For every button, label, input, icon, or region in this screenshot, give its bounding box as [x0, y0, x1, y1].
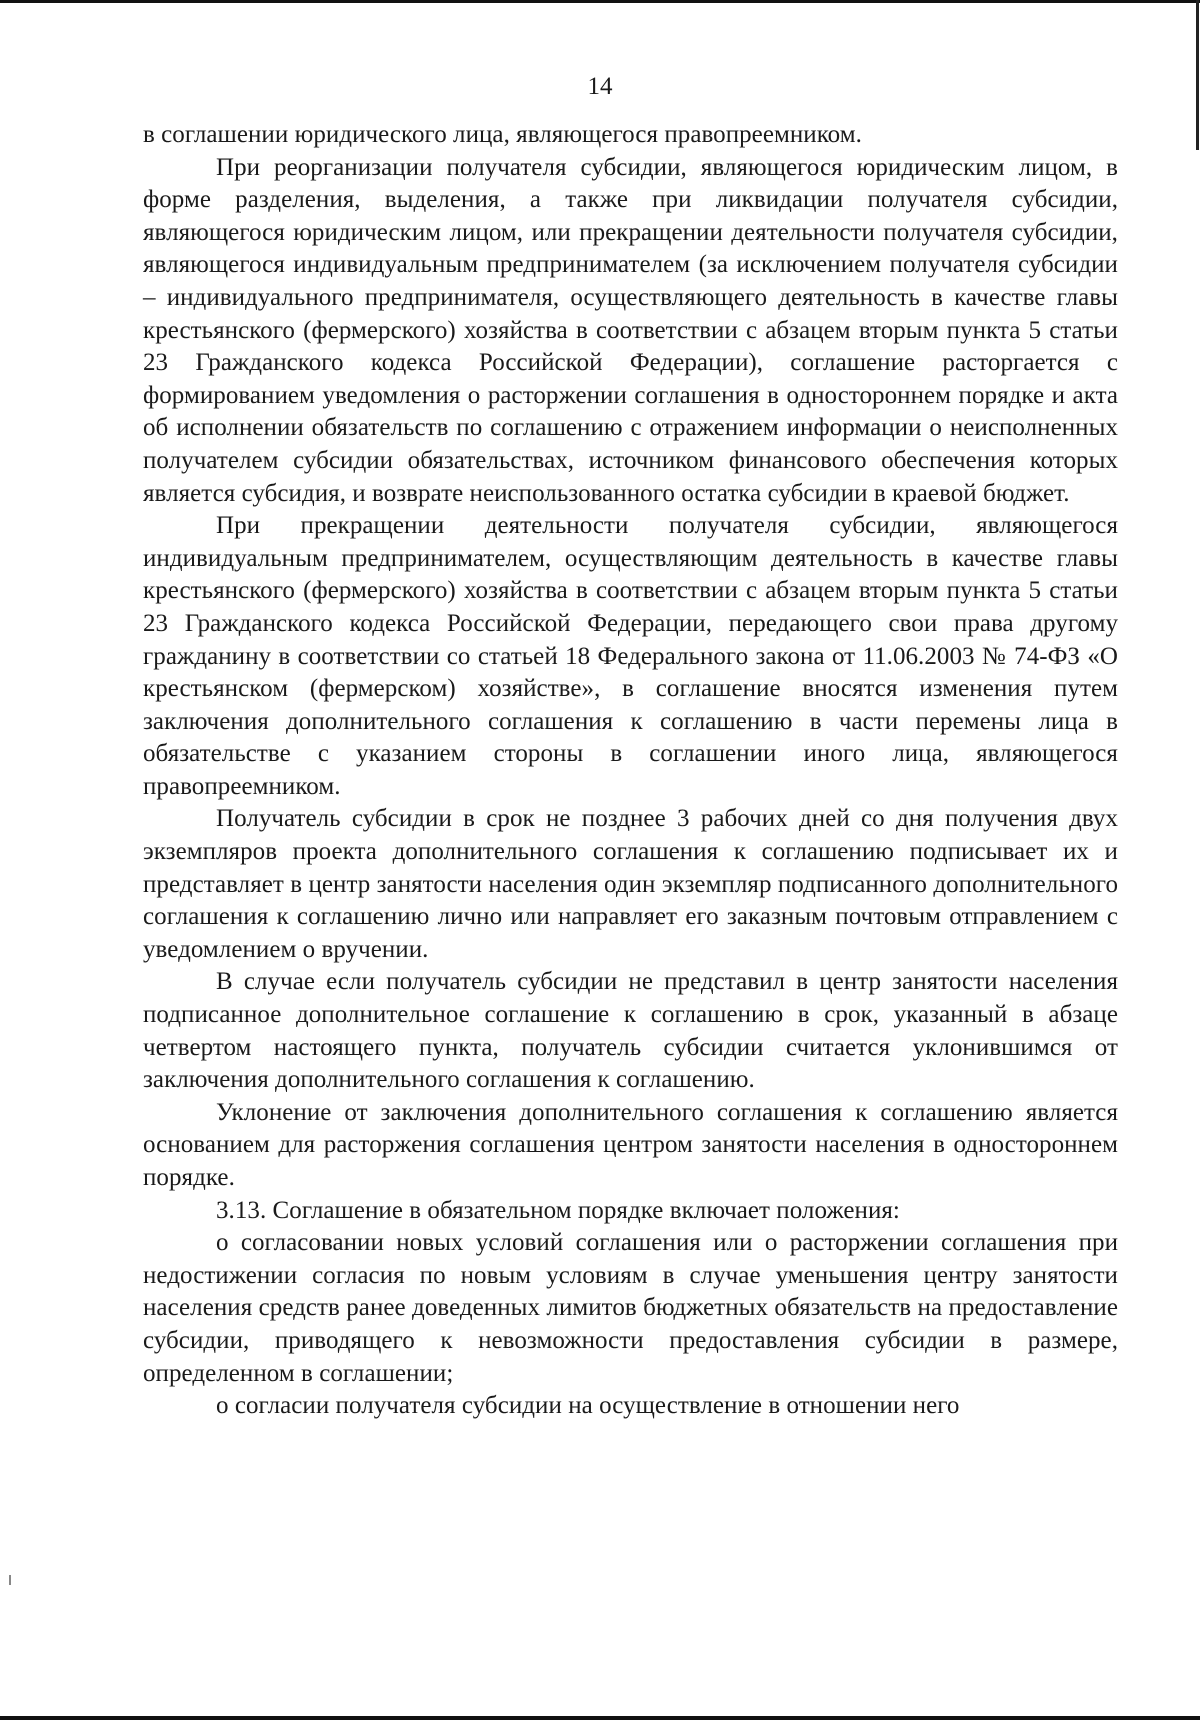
- scan-artifact: [9, 1575, 11, 1585]
- paragraph: При реорганизации получателя субсидии, являющегося юридическим лицом, в форме разделения, выделения, а также при ликвидации получателя субсидии, являющегося юридическим лицом, или прекращении деятельности получателя субсидии, являющегося индивидуальным предпринимателем (за исключением получателя субсидии – индивидуального предпринимателя, осуществляющего деятельность в качестве главы крестьянского (фермерского) хозяйства в соответствии с абзацем вторым пункта 5 статьи 23 Гражданского кодекса Российской Федерации), соглашение расторгается с формированием уведомления о расторжении соглашения в одностороннем порядке и акта об исполнении обязательств по соглашению с отражением информации о неисполненных получателем субсидии обязательствах, источником финансового обеспечения которых является субсидия, и возврате неиспользованного остатка субсидии в краевой бюджет.: [143, 153, 1118, 507]
- paragraph: Уклонение от заключения дополнительного соглашения к соглашению является основанием для расторжения соглашения центром занятости населения в одностороннем порядке.: [143, 1098, 1118, 1191]
- paragraph: При прекращении деятельности получателя субсидии, являющегося индивидуальным предпринимателем, осуществляющим деятельность в качестве главы крестьянского (фермерского) хозяйства в соответствии с абзацем вторым пункта 5 статьи 23 Гражданского кодекса Российской Федерации, передающего свои права другому гражданину в соответствии со статьей 18 Федерального закона от 11.06.2003 № 74-ФЗ «О крестьянском (фермерском) хозяйстве», в соглашение вносятся изменения путем заключения дополнительного соглашения к соглашению в части перемены лица в обязательстве с указанием стороны в соглашении иного лица, являющегося правопреемником.: [143, 512, 1118, 800]
- bottom-border: [0, 1716, 1200, 1720]
- paragraph: Получатель субсидии в срок не позднее 3 рабочих дней со дня получения двух экземпляров проекта дополнительного соглашения к соглашению подписывает их и представляет в центр занятости населения один экземпляр подписанного дополнительного соглашения к соглашению лично или направляет его заказным почтовым отправлением с уведомлением о вручении.: [143, 805, 1118, 963]
- page-number: 14: [587, 73, 613, 100]
- paragraph: в соглашении юридического лица, являющегося правопреемником.: [143, 121, 862, 148]
- paragraph: В случае если получатель субсидии не представил в центр занятости населения подписанное дополнительное соглашение к соглашению в срок, указанный в абзаце четвертом настоящего пункта, получатель субсидии считается уклонившимся от заключения дополнительного соглашения к соглашению.: [143, 968, 1118, 1094]
- paragraph: о согласовании новых условий соглашения или о расторжении соглашения при недостижении согласия по новым условиям в случае уменьшения центру занятости населения средств ранее доведенных лимитов бюджетных обязательств на предоставление субсидии, приводящего к невозможности предоставления субсидии в размере, определенном в соглашении;: [143, 1229, 1118, 1387]
- paragraph: 3.13. Соглашение в обязательном порядке включает положения:: [216, 1196, 900, 1224]
- paragraph: о согласии получателя субсидии на осуществление в отношении него: [216, 1392, 960, 1420]
- top-border: [0, 0, 1200, 3]
- document-body: [143, 119, 1118, 1423]
